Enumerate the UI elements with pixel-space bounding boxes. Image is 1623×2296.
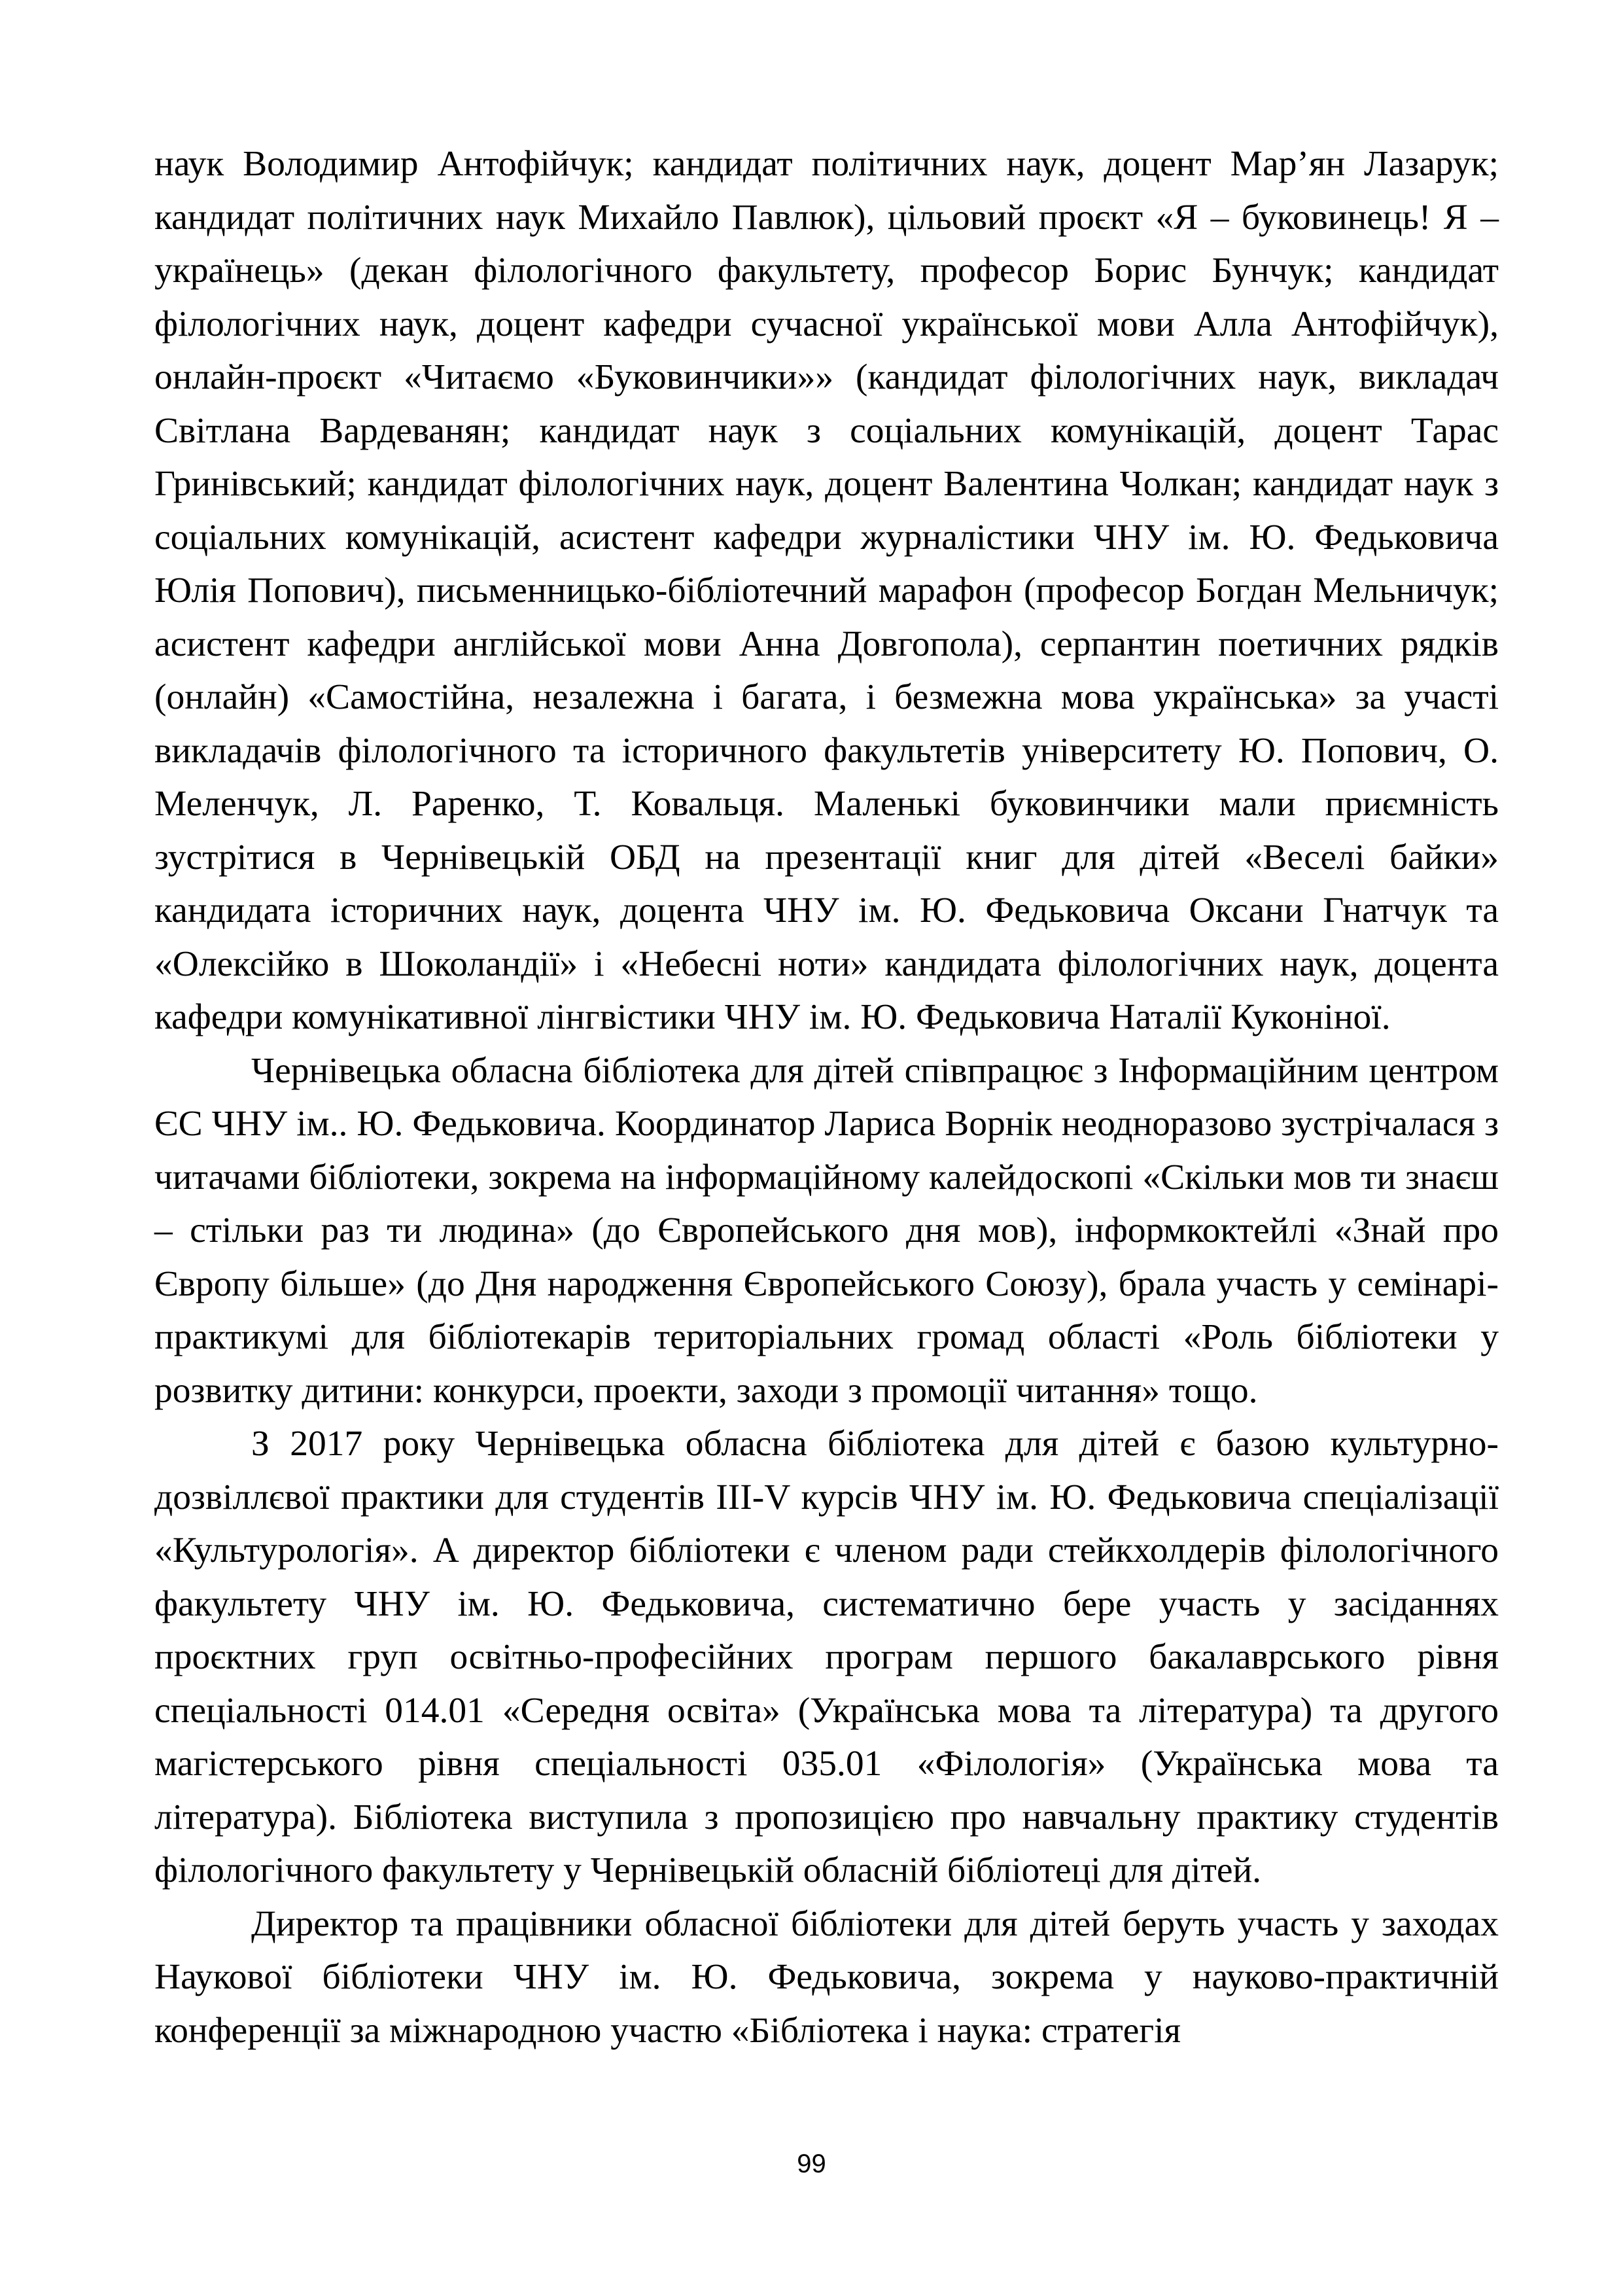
paragraph-1: наук Володимир Антофійчук; кандидат політичних наук, доцент Мар’ян Лазарук; кандидат політичних наук Михайло Павлюк), цільовий проєкт «Я – буковинець! Я – українець» (декан філологічного факультету, професор Борис Бунчук; кандидат філологічних наук, доцент кафедри сучасної української мови Алла Антофійчук), онлайн-проєкт «Читаємо «Буковинчики»» (кандидат філологічних наук, викладач Світлана Вардеванян; кандидат наук з соціальних комунікацій, доцент Тарас Гринівський; кандидат філологічних наук, доцент Валентина Чолкан; кандидат наук з соціальних комунікацій, асистент кафедри журналістики ЧНУ ім. Ю. Федьковича Юлія Попович), письменницько-бібліотечний марафон (професор Богдан Мельничук; асистент кафедри англійської мови Анна Довгопола), серпантин поетичних рядків (онлайн) «Самостійна, незалежна і багата, і безмежна мова українська» за участі викладачів філологічного та історичного факультетів університету Ю. Попович, О. Меленчук, Л. Раренко, Т. Ковальця. Маленькі буковинчики мали приємність зустрітися в Чернівецькій ОБД на презентації книг для дітей «Веселі байки» кандидата історичних наук, доцента ЧНУ ім. Ю. Федьковича Оксани Гнатчук та «Олексійко в Шоколандії» і «Небесні ноти» кандидата філологічних наук, доцента кафедри комунікативної лінгвістики ЧНУ ім. Ю. Федьковича Наталії Куконіної. — [154, 144, 1499, 1037]
paragraph-3: З 2017 року Чернівецька обласна бібліотека для дітей є базою культурно-дозвіллєвої практики для студентів III-V курсів ЧНУ ім. Ю. Федьковича спеціалізації «Культурологія». А директор бібліотеки є членом ради стейкхолдерів філологічного факультету ЧНУ ім. Ю. Федьковича, систематично бере участь у засіданнях проєктних груп освітньо-професійних програм першого бакалаврського рівня спеціальності 014.01 «Середня освіта» (Українська мова та література) та другого магістерського рівня спеціальності 035.01 «Філологія» (Українська мова та література). Бібліотека виступила з пропозицією про навчальну практику студентів філологічного факультету у Чернівецькій обласній бібліотеці для дітей. — [154, 1424, 1499, 1890]
paragraph-4: Директор та працівники обласної бібліотеки для дітей беруть участь у заходах Наукової бібліотеки ЧНУ ім. Ю. Федьковича, зокрема у науково-практичній конференції за міжнародною участю «Бібліотека і наука: стратегія — [154, 1903, 1499, 2051]
paragraph-2: Чернівецька обласна бібліотека для дітей співпрацює з Інформаційним центром ЄС ЧНУ ім.. Ю. Федьковича. Координатор Лариса Ворнік неодноразово зустрічалася з читачами бібліотеки, зокрема на інформаційному калейдоскопі «Скільки мов ти знаєш – стільки раз ти людина» (до Європейського дня мов), інформкоктейлі «Знай про Європу більше» (до Дня народження Європейського Союзу), брала участь у семінарі-практикумі для бібліотекарів територіальних громад області «Роль бібліотеки у розвитку дитини: конкурси, проекти, заходи з промоції читання» тощо. — [154, 1050, 1499, 1411]
page-number: 99 — [797, 2149, 826, 2178]
body-text — [154, 137, 1499, 2057]
